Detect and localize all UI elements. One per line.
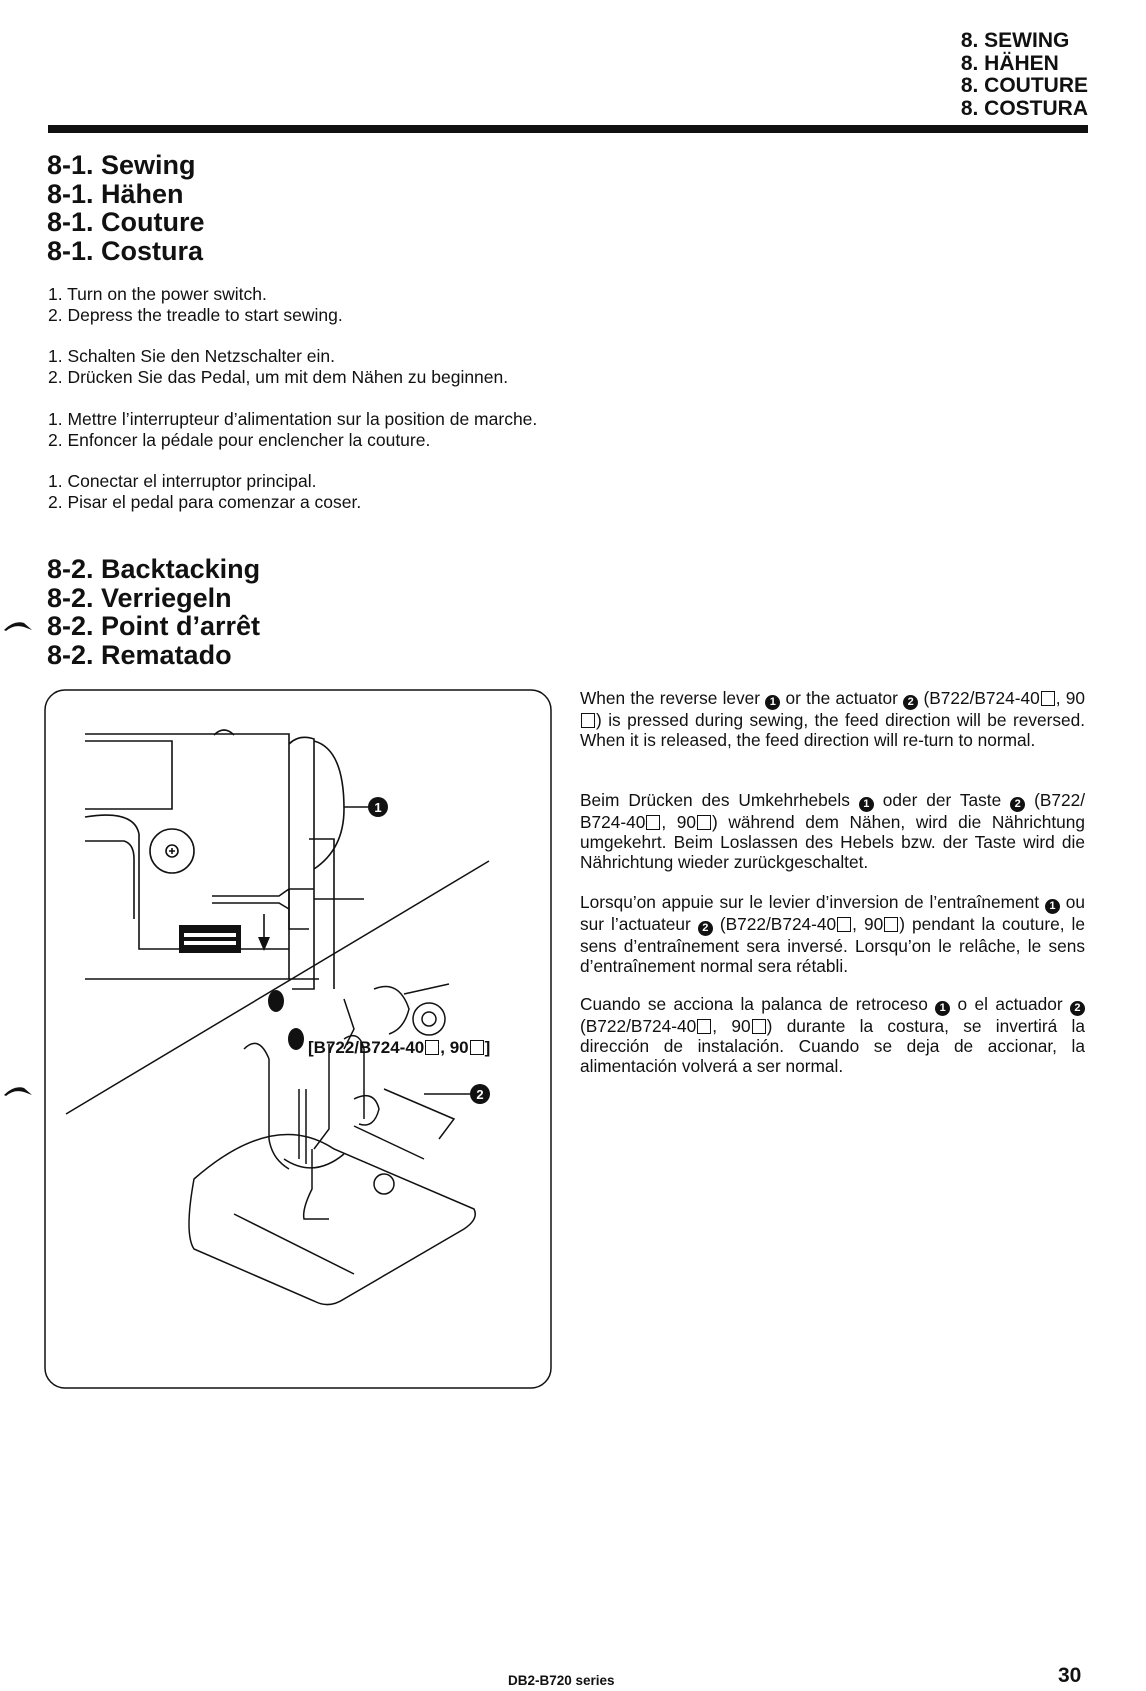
step-item: 1. Schalten Sie den Netzschalter ein. — [48, 346, 335, 366]
revision-mark-icon — [2, 1083, 38, 1097]
callout-2-icon: 2 — [1070, 1001, 1085, 1016]
callout-2-label: 2 — [476, 1087, 484, 1102]
text-run: (B722/B724-40 — [712, 914, 837, 934]
backtacking-text-spanish — [580, 994, 1085, 1076]
steps-spanish — [48, 471, 361, 512]
step-item: 2. Drücken Sie das Pedal, um mit dem Nähen zu beginnen. — [48, 366, 509, 387]
section-title-fr: 8-2. Point d’arrêt — [47, 611, 261, 641]
revision-mark-icon — [2, 618, 38, 632]
callout-1-label: 1 — [374, 800, 382, 815]
text-run: ou sur l’actuateur — [580, 892, 1085, 934]
chapter-title-es: 8. COSTURA — [960, 96, 1088, 120]
backtacking-text-german — [580, 790, 1085, 872]
section-title-en: 8-1. Sewing — [47, 150, 196, 180]
chapter-title-fr: 8. COUTURE — [960, 74, 1088, 97]
text-run: o el actuador — [950, 994, 1070, 1014]
placeholder-box-icon — [697, 1019, 711, 1034]
callout-2-icon: 2 — [903, 695, 918, 710]
step-item: 1. Conectar el interruptor principal. — [48, 471, 317, 491]
callout-1-icon: 1 — [935, 1001, 950, 1016]
placeholder-box-icon — [837, 917, 851, 932]
text-run: , 90 — [661, 812, 696, 832]
page-number: 30 — [1058, 1664, 1082, 1687]
text-run: Cuando se acciona la palanca de retroceso — [580, 994, 936, 1014]
text-run: (B722/B724-40 — [580, 1016, 697, 1036]
text-run: (B722/ B724-40 — [580, 790, 1086, 832]
steps-english — [48, 284, 343, 325]
section-title-fr: 8-1. Couture — [47, 207, 205, 237]
figure-label-part: , 90 — [440, 1038, 469, 1057]
section-8-1-heading — [47, 151, 205, 265]
text-run: When the reverse lever — [580, 688, 766, 708]
text-run: ) während dem Nähen, wird die Nährichtung umgekehrt. Beim Loslassen des Hebels bzw. der Taste wird die Nährichtung wieder zurückgeschaltet. — [580, 812, 1085, 872]
callout-1-icon: 1 — [1045, 899, 1060, 914]
step-item: 2. Pisar el pedal para comenzar a coser. — [48, 491, 362, 512]
figure-model-label — [308, 1038, 490, 1058]
callout-1-icon: 1 — [765, 695, 780, 710]
chapter-title-en: 8. SEWING — [960, 29, 1070, 52]
step-item: 1. Mettre l’interrupteur d’alimentation sur la position de marche. — [48, 409, 538, 429]
chapter-title-block — [961, 30, 1088, 120]
placeholder-box-icon — [1041, 691, 1055, 706]
text-run: or the actuator — [780, 688, 904, 708]
figure-label-part: [B722/B724-40 — [308, 1038, 425, 1057]
text-run: ) pendant la couture, le sens d’entraînement sera inversé. Lorsqu’on le relâche, le sens d’entraînement normal sera rétabli. — [580, 914, 1085, 976]
section-title-es: 8-2. Rematado — [47, 639, 232, 670]
header-rule — [48, 125, 1088, 133]
callout-1-icon: 1 — [859, 797, 874, 812]
text-run: Lorsqu’on appuie sur le levier d’inversion de l’entraînement — [580, 892, 1045, 912]
step-item: 1. Turn on the power switch. — [48, 284, 267, 304]
text-run: (B722/B724-40 — [918, 688, 1040, 708]
section-8-2-heading — [47, 555, 260, 669]
placeholder-box-icon — [646, 815, 660, 830]
placeholder-box-icon — [425, 1040, 439, 1055]
text-run: , 90 — [1055, 688, 1085, 708]
footer-series: DB2-B720 series — [508, 1673, 615, 1688]
placeholder-box-icon — [884, 917, 898, 932]
backtacking-text-english — [580, 688, 1085, 750]
steps-german — [48, 346, 508, 387]
text-run: Beim Drücken des Umkehrhebels — [580, 790, 859, 810]
text-run: , 90 — [852, 914, 884, 934]
step-item: 2. Enfoncer la pédale pour enclencher la couture. — [48, 429, 431, 450]
figure-label-part: ] — [484, 1038, 491, 1057]
section-title-es: 8-1. Costura — [47, 235, 204, 266]
chapter-title-de: 8. HÄHEN — [960, 51, 1059, 75]
placeholder-box-icon — [697, 815, 711, 830]
placeholder-box-icon — [470, 1040, 484, 1055]
placeholder-box-icon — [752, 1019, 766, 1034]
placeholder-box-icon — [581, 713, 595, 728]
text-run: ) durante la costura, se invertirá la dirección de instalación. Cuando se deja de accionar, la alimentación volverá a ser normal. — [580, 1016, 1086, 1076]
steps-french — [48, 409, 537, 450]
section-title-en: 8-2. Backtacking — [47, 554, 261, 584]
section-title-de: 8-1. Hähen — [47, 178, 184, 209]
callout-2-icon: 2 — [698, 921, 713, 936]
backtacking-text-french — [580, 892, 1085, 976]
text-run: , 90 — [712, 1016, 751, 1036]
step-item: 2. Depress the treadle to start sewing. — [48, 304, 343, 325]
callout-2-icon: 2 — [1010, 797, 1025, 812]
text-run: oder der Taste — [873, 790, 1011, 810]
text-run: ) is pressed during sewing, the feed direction will be reversed. When it is released, the feed direction will re-turn to normal. — [580, 710, 1085, 750]
section-title-de: 8-2. Verriegeln — [47, 582, 232, 613]
